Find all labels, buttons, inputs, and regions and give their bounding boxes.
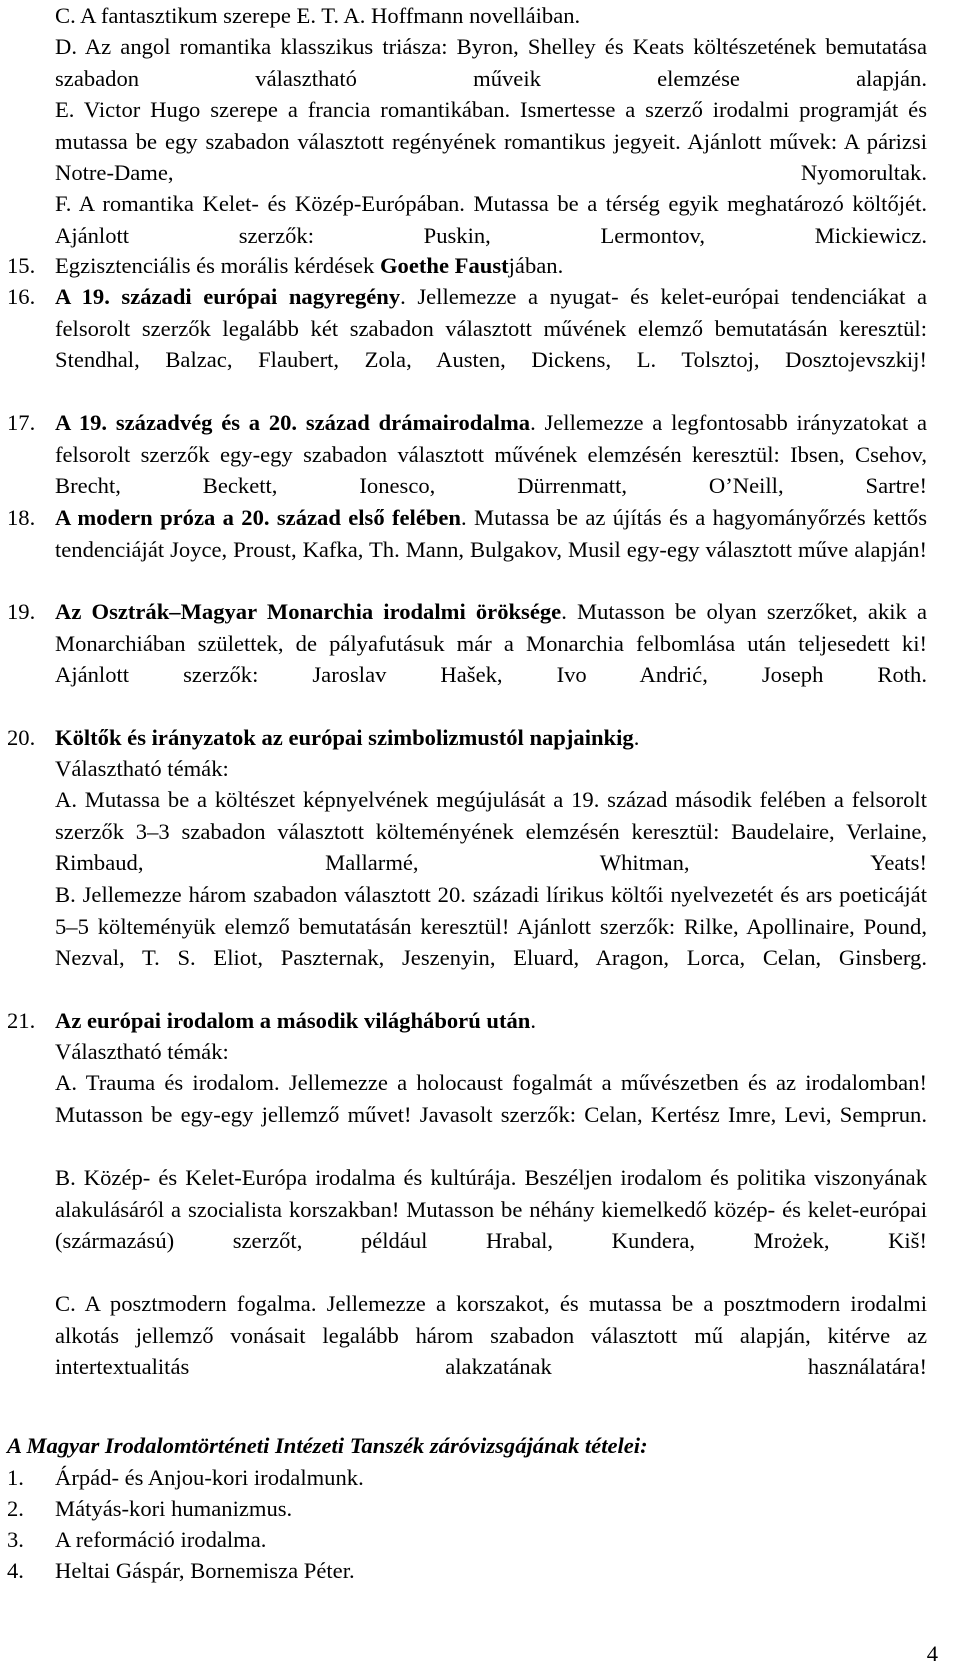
item-number: 15. [7,253,36,278]
list-number: 3. [7,1527,24,1552]
item-title: Goethe Faust [379,253,509,278]
option-e: E. Victor Hugo szerepe a francia romantikában. Ismertesse a szerző irodalmi programját és mutassa be egy szabadon választott regényének romantikus jegyeit. Ajánlott művek: A párizsi Notre-Dame, Nyomorultak. [55,97,927,185]
item-number: 20. [7,725,36,750]
item-16: A 19. századi európai nagyregény. Jellemezze a nyugat- és kelet-európai tendenciákat a felsorolt szerzők legalább két szabadon választott művének elemző bemutatásán keresztül: Stendhal, Balzac, Flaubert, Zola, Austen, Dickens, L. Tolsztoj, Dosztojevszkij! [55,284,927,372]
item-18: A modern próza a 20. század első felében. Mutassa be az újítás és a hagyományőrzés kettős tendenciáját Joyce, Proust, Kafka, Th. Mann, Bulgakov, Musil egy-egy választott műve alapján! [55,505,928,562]
list-item: A reformáció irodalma. [55,1527,267,1552]
item-title: Az európai irodalom a második világháború után [55,1008,531,1033]
item-number: 21. [7,1008,36,1033]
list-item: Heltai Gáspár, Bornemisza Péter. [55,1558,355,1583]
item-title: Az Osztrák–Magyar Monarchia irodalmi öröksége [55,599,562,624]
list-number: 4. [7,1558,24,1583]
item-number: 17. [7,410,36,435]
option-f: F. A romantika Kelet- és Közép-Európában. Mutassa be a térség egyik meghatározó költőjét. Ajánlott szerzők: Puskin, Lermontov, Mickiewicz. [55,191,927,248]
topic-b: B. Közép- és Kelet-Európa irodalma és kultúrája. Beszéljen irodalom és politika viszonyának alakulásáról a szocialista korszakban! Mutasson be néhány kiemelkedő közép- és kelet-európai (származású) szerzőt, például Hrabal, Kundera, Mrożek, Kiš! [55,1165,927,1253]
choice-label: Választható témák: [55,756,229,781]
item-title: Költők és irányzatok az európai szimbolizmustól napjainkig [55,725,634,750]
item-19: Az Osztrák–Magyar Monarchia irodalmi öröksége. Mutasson be olyan szerzőket, akik a Monarchiában születtek, de pályafutásuk már a Monarchia felbomlása után teljesedett ki! Ajánlott szerzők: Jaroslav Hašek, Ivo Andrić, Joseph Roth. [55,599,927,687]
item-20: Költők és irányzatok az európai szimbolizmustól napjainkig. [55,725,640,750]
list-number: 1. [7,1465,24,1490]
option-d: D. Az angol romantika klasszikus triásza: Byron, Shelley és Keats költészetének bemutatása szabadon választható műveik elemzése alapján. [55,34,927,91]
item-number: 18. [7,505,36,530]
topic-c: C. A posztmodern fogalma. Jellemezze a korszakot, és mutassa be a posztmodern irodalmi alkotás jellemző vonásait legalább három szabadon választott mű alapján, kitérve az intertextualitás alakzatának használatára! [55,1291,927,1379]
item-15: Egzisztenciális és morális kérdések Goethe Faustjában. [55,253,564,278]
list-item: Mátyás-kori humanizmus. [55,1496,293,1521]
item-21: Az európai irodalom a második világháború után. [55,1008,537,1033]
topic-a: A. Trauma és irodalom. Jellemezze a holocaust fogalmát a művészetben és az irodalomban! Mutasson be egy-egy jellemző művet! Javasolt szerzők: Celan, Kertész Imre, Levi, Semprun. [55,1070,927,1127]
topic-b: B. Jellemezze három szabadon választott 20. századi lírikus költői nyelvezetét és ars poeticáját 5–5 költeményük elemző bemutatásán keresztül! Ajánlott szerzők: Rilke, Apollinaire, Pound, Nezval, T. S. Eliot, Paszternak, Jeszenyin, Eluard, Aragon, Lorca, Celan, Ginsberg. [55,882,927,970]
item-number: 16. [7,284,36,309]
page-number: 4 [926,1641,938,1666]
list-item: Árpád- és Anjou-kori irodalmunk. [55,1465,364,1490]
item-title: A 19. századi európai nagyregény [55,284,401,309]
item-title: A 19. századvég és a 20. század drámairodalma [55,410,531,435]
option-c: C. A fantasztikum szerepe E. T. A. Hoffmann novelláiban. [55,3,581,28]
item-title: A modern próza a 20. század első felében [55,505,462,530]
section-heading: A Magyar Irodalomtörténeti Intézeti Tanszék záróvizsgájának tételei: [7,1433,648,1458]
item-17: A 19. századvég és a 20. század drámairodalma. Jellemezze a legfontosabb irányzatokat a felsorolt szerzők egy-egy szabadon választott művének elemzésén keresztül: Ibsen, Csehov, Brecht, Beckett, Ionesco, Dürrenmatt, O’Neill, Sartre! [55,410,927,498]
item-number: 19. [7,599,36,624]
list-number: 2. [7,1496,24,1521]
choice-label: Választható témák: [55,1039,229,1064]
topic-a: A. Mutassa be a költészet képnyelvének megújulását a 19. század második felében a felsorolt szerzők 3–3 szabadon választott költeményének elemzésén keresztül: Baudelaire, Verlaine, Rimbaud, Mallarmé, Whitman, Yeats! [55,787,927,875]
